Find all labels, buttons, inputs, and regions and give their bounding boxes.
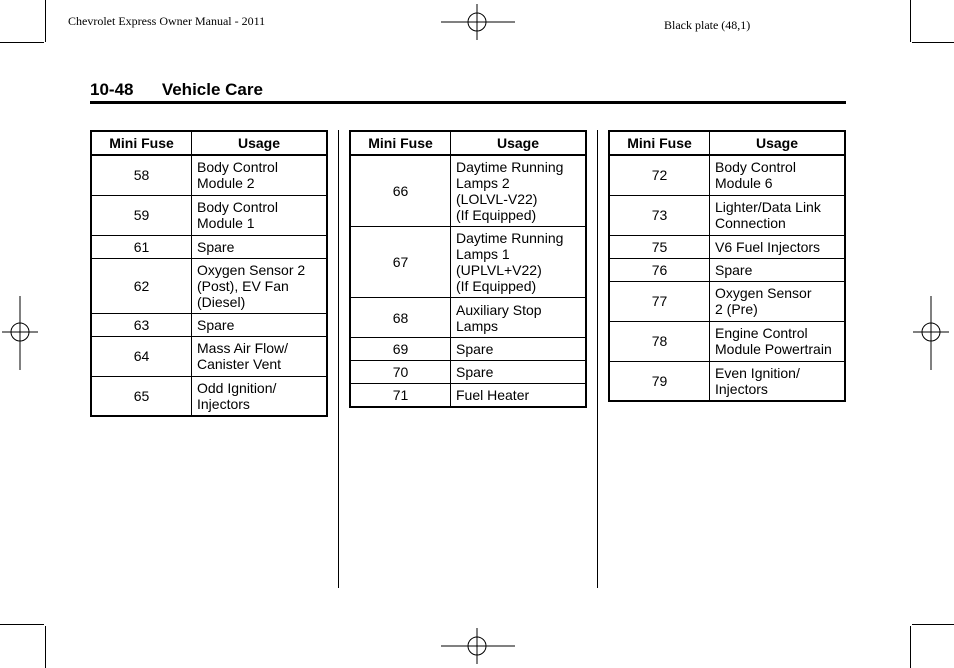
fuse-number: 70 [350, 361, 451, 384]
fuse-usage: Body Control Module 1 [192, 195, 328, 235]
fuse-usage: Body Control Module 6 [710, 155, 846, 195]
fuse-usage: Odd Ignition/ Injectors [192, 376, 328, 416]
column-header-usage: Usage [451, 131, 587, 155]
table-row [91, 313, 327, 336]
fuse-usage: Spare [192, 235, 328, 258]
column-header-usage: Usage [192, 131, 328, 155]
fuse-usage: Fuel Heater [451, 384, 587, 408]
fuse-usage: Body Control Module 2 [192, 155, 328, 195]
table-row [91, 336, 327, 376]
fuse-number: 78 [609, 321, 710, 361]
fuse-number: 65 [91, 376, 192, 416]
fuse-usage: Spare [192, 313, 328, 336]
registration-mark-icon [441, 4, 515, 40]
table-row [91, 155, 327, 195]
table-row [350, 361, 586, 384]
fuse-number: 64 [91, 336, 192, 376]
fuse-usage: Oxygen Sensor 2 (Post), EV Fan (Diesel) [192, 258, 328, 313]
table-row [91, 376, 327, 416]
fuse-number: 77 [609, 281, 710, 321]
table-row [350, 155, 586, 227]
fuse-usage: Daytime Running Lamps 1 (UPLVL+V22) (If Equipped) [451, 227, 587, 298]
crop-mark [45, 626, 46, 668]
fuse-usage: Mass Air Flow/ Canister Vent [192, 336, 328, 376]
fuse-number: 63 [91, 313, 192, 336]
running-header-plate: Black plate (48,1) [664, 18, 751, 32]
running-header-title: Chevrolet Express Owner Manual - 2011 [68, 14, 266, 28]
table-row [350, 338, 586, 361]
fuse-number: 62 [91, 258, 192, 313]
table-header-row [91, 131, 327, 155]
table-row [91, 195, 327, 235]
table-row [609, 155, 845, 195]
fuse-table-3 [608, 130, 846, 402]
fuse-table-1 [90, 130, 328, 417]
fuse-number: 61 [91, 235, 192, 258]
column-divider [338, 130, 339, 588]
registration-mark-icon [441, 628, 515, 664]
column-header-mini-fuse: Mini Fuse [609, 131, 710, 155]
table-header-row [609, 131, 845, 155]
table-row [350, 227, 586, 298]
crop-mark [912, 624, 954, 625]
crop-mark [910, 626, 911, 668]
fuse-number: 76 [609, 258, 710, 281]
fuse-usage: Oxygen Sensor 2 (Pre) [710, 281, 846, 321]
column-header-mini-fuse: Mini Fuse [91, 131, 192, 155]
crop-mark [910, 0, 911, 42]
fuse-number: 66 [350, 155, 451, 227]
crop-mark [912, 42, 954, 43]
fuse-number: 58 [91, 155, 192, 195]
fuse-number: 79 [609, 361, 710, 401]
section-number: 10-48 [90, 80, 134, 99]
table-row [609, 235, 845, 258]
fuse-number: 75 [609, 235, 710, 258]
table-row [609, 281, 845, 321]
table-row [350, 298, 586, 338]
fuse-number: 69 [350, 338, 451, 361]
table-row [91, 258, 327, 313]
fuse-usage: Daytime Running Lamps 2 (LOLVL-V22) (If Equipped) [451, 155, 587, 227]
fuse-table-2 [349, 130, 587, 408]
fuse-usage: Lighter/Data Link Connection [710, 195, 846, 235]
table-row [350, 384, 586, 408]
column-header-mini-fuse: Mini Fuse [350, 131, 451, 155]
section-title: Vehicle Care [161, 80, 263, 99]
table-row [91, 235, 327, 258]
section-heading [90, 80, 263, 100]
table-row [609, 361, 845, 401]
fuse-number: 73 [609, 195, 710, 235]
crop-mark [45, 0, 46, 42]
column-header-usage: Usage [710, 131, 846, 155]
crop-mark [0, 42, 44, 43]
fuse-number: 71 [350, 384, 451, 408]
table-row [609, 258, 845, 281]
section-rule [90, 101, 846, 104]
fuse-number: 68 [350, 298, 451, 338]
crop-mark [0, 624, 44, 625]
table-row [609, 321, 845, 361]
fuse-usage: Spare [451, 361, 587, 384]
fuse-usage: Even Ignition/ Injectors [710, 361, 846, 401]
fuse-usage: Spare [451, 338, 587, 361]
fuse-usage: Engine Control Module Powertrain [710, 321, 846, 361]
table-row [609, 195, 845, 235]
registration-mark-icon [913, 296, 949, 370]
registration-mark-icon [2, 296, 38, 370]
fuse-usage: V6 Fuel Injectors [710, 235, 846, 258]
table-header-row [350, 131, 586, 155]
fuse-usage: Auxiliary Stop Lamps [451, 298, 587, 338]
fuse-usage: Spare [710, 258, 846, 281]
column-divider [597, 130, 598, 588]
fuse-number: 67 [350, 227, 451, 298]
fuse-number: 72 [609, 155, 710, 195]
fuse-number: 59 [91, 195, 192, 235]
